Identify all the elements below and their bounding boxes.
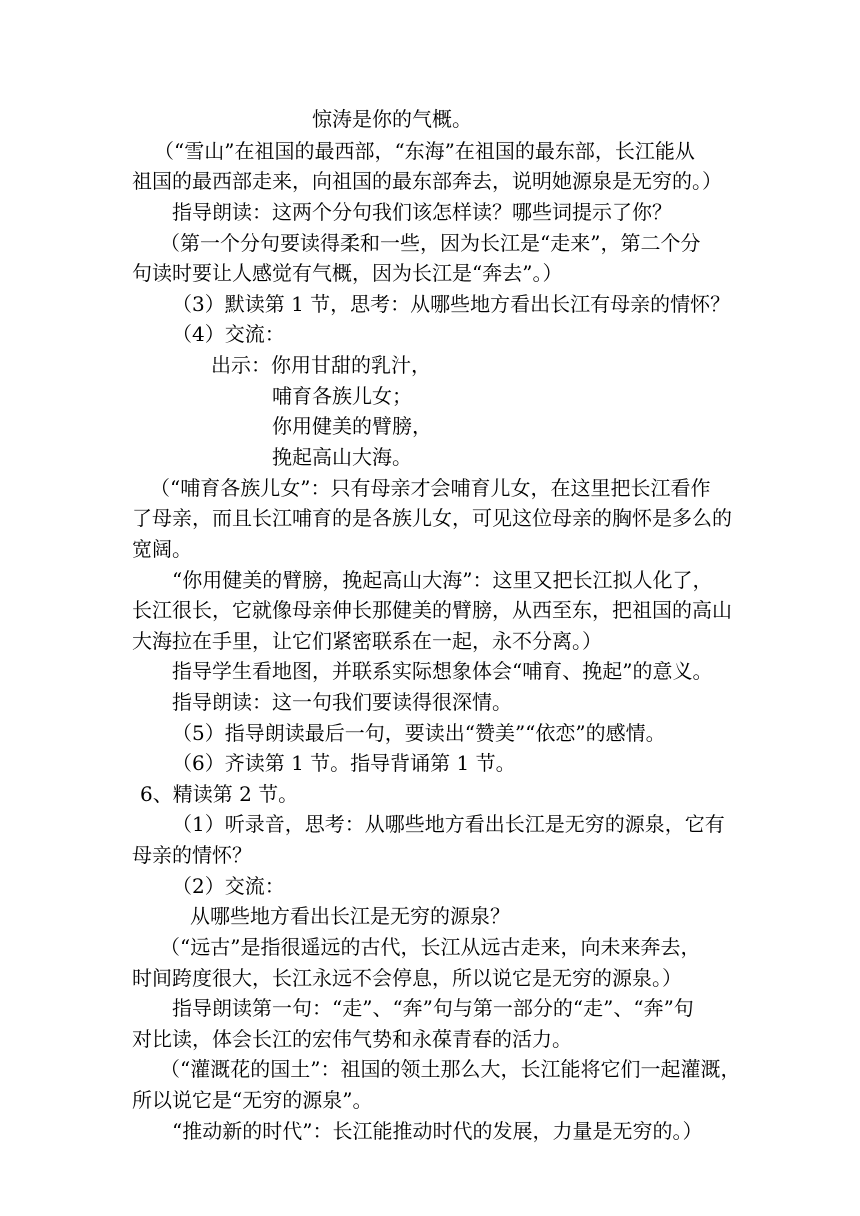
text-line: 母亲的情怀？ [132,843,252,867]
text-line: （“雪山”在祖国的最西部，“东海”在祖国的最东部，长江能从 [154,139,695,163]
text-line: 长江很长，它就像母亲伸长那健美的臂膀，从西至东，把祖国的高山 [132,598,732,622]
text-line: 大海拉在手里，让它们紧密联系在一起，永不分离。） [132,629,602,653]
text-line: 指导朗读第一句：“走”、“奔”句与第一部分的“走”、“奔”句 [172,996,694,1020]
text-line: 对比读，体会长江的宏伟气势和永葆青春的活力。 [132,1027,572,1051]
text-line: 指导学生看地图，并联系实际想象体会“哺育、挽起”的意义。 [172,659,713,683]
text-line: （6）齐读第 1 节。指导背诵第 1 节。 [172,751,516,775]
text-line: （4）交流： [172,322,285,346]
text-line: “推动新的时代”：长江能推动时代的发展，力量是无穷的。） [172,1119,703,1143]
text-line: 从哪些地方看出长江是无穷的源泉？ [190,904,510,928]
text-line: 指导朗读：这两个分句我们该怎样读？哪些词提示了你？ [172,200,672,224]
text-line: 惊涛是你的气概。 [312,107,472,131]
text-line: 宽阔。 [132,537,192,561]
text-line: 出示：你用甘甜的乳汁， [211,353,431,377]
text-line: 时间跨度很大，长江永远不会停息，所以说它是无穷的源泉。） [132,966,682,990]
text-line: （5）指导朗读最后一句，要读出“赞美”“依恋”的感情。 [172,721,666,745]
text-line: 6、精读第 2 节。 [140,782,299,806]
text-line: 挽起高山大海。 [272,445,412,469]
text-line: 哺育各族儿女； [272,384,412,408]
text-line: 了母亲，而且长江哺育的是各族儿女，可见这位母亲的胸怀是多么的 [132,506,732,530]
text-line: 指导朗读：这一句我们要读得很深情。 [172,690,512,714]
text-line: （3）默读第 1 节，思考：从哪些地方看出长江有母亲的情怀？ [172,292,731,316]
text-line: （“远古”是指很遥远的古代，长江从远古走来，向未来奔去， [160,935,701,959]
text-line: （“灌溉花的国土”：祖国的领土那么大，长江能将它们一起灌溉， [160,1057,741,1081]
text-line: （第一个分句要读得柔和一些，因为长江是“走来”，第二个分 [160,231,701,255]
text-line: （1）听录音，思考：从哪些地方看出长江是无穷的源泉，它有 [172,812,725,836]
text-line: 你用健美的臂膀， [272,414,432,438]
text-line: “你用健美的臂膀，挽起高山大海”：这里又把长江拟人化了， [172,568,713,592]
text-line: 句读时要让人感觉有气概，因为长江是“奔去”。） [132,261,563,285]
text-line: （“哺育各族儿女”：只有母亲才会哺育儿女，在这里把长江看作 [150,476,711,500]
text-line: 祖国的最西部走来，向祖国的最东部奔去，说明她源泉是无穷的。） [132,169,722,193]
text-line: （2）交流： [172,874,285,898]
text-line: 所以说它是“无穷的源泉”。 [132,1088,373,1112]
